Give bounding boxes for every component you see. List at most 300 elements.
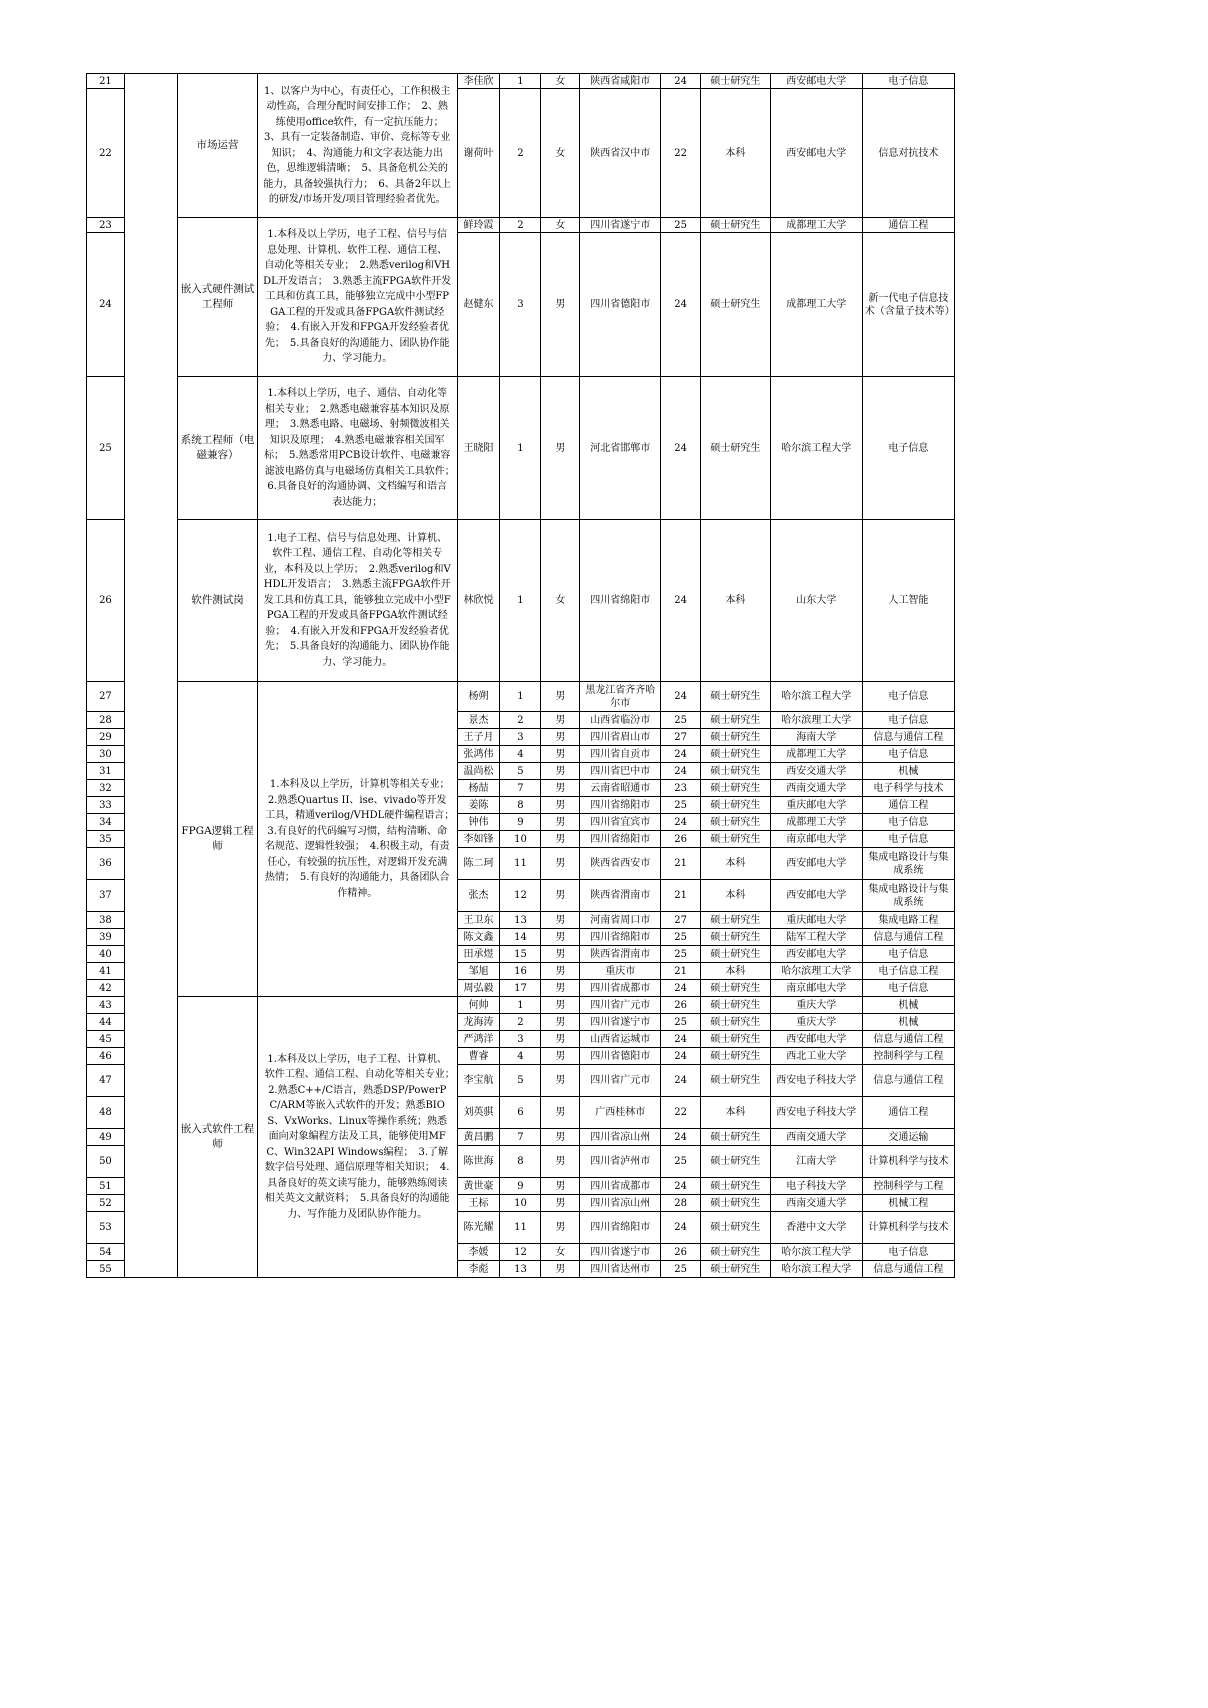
origin: 陕西省咸阳市 [580,74,661,89]
major: 电子信息 [862,814,954,831]
major: 信息与通信工程 [862,1031,954,1048]
row-index: 32 [87,780,125,797]
candidate-name: 温尚松 [457,763,500,780]
candidate-name: 陈世海 [457,1146,500,1178]
origin: 四川省绵阳市 [580,929,661,946]
degree: 硕士研究生 [701,729,771,746]
candidate-no: 4 [500,1048,541,1065]
major: 电子信息 [862,946,954,963]
origin: 四川省广元市 [580,1065,661,1097]
gender: 男 [541,1048,580,1065]
school: 西南交通大学 [770,780,862,797]
candidate-no: 2 [500,89,541,218]
candidate-name: 杨朔 [457,682,500,712]
row-index: 54 [87,1244,125,1261]
school: 成都理工大学 [770,814,862,831]
row-index: 49 [87,1129,125,1146]
origin: 四川省绵阳市 [580,831,661,848]
age: 24 [661,763,701,780]
school: 成都理工大学 [770,233,862,377]
gender: 男 [541,1261,580,1278]
age: 24 [661,1212,701,1244]
degree: 硕士研究生 [701,682,771,712]
candidate-no: 13 [500,1261,541,1278]
school: 成都理工大学 [770,218,862,233]
row-index: 51 [87,1178,125,1195]
age: 25 [661,946,701,963]
gender: 男 [541,912,580,929]
age: 27 [661,729,701,746]
origin: 四川省绵阳市 [580,1212,661,1244]
candidate-name: 黄世豪 [457,1178,500,1195]
major: 新一代电子信息技术（含量子技术等） [862,233,954,377]
candidate-name: 赵健东 [457,233,500,377]
candidate-name: 龙海涛 [457,1014,500,1031]
gender: 男 [541,980,580,997]
row-index: 21 [87,74,125,89]
degree: 硕士研究生 [701,946,771,963]
gender: 男 [541,1129,580,1146]
major: 电子信息 [862,74,954,89]
age: 25 [661,797,701,814]
age: 24 [661,1129,701,1146]
origin: 四川省凉山州 [580,1195,661,1212]
gender: 男 [541,1097,580,1129]
position-name: 系统工程师（电磁兼容） [178,377,258,520]
candidate-name: 周弘毅 [457,980,500,997]
origin: 四川省自贡市 [580,746,661,763]
candidate-no: 2 [500,1014,541,1031]
major: 电子信息 [862,980,954,997]
school: 西安邮电大学 [770,89,862,218]
major: 集成电路设计与集成系统 [862,880,954,912]
degree: 本科 [701,848,771,880]
age: 25 [661,929,701,946]
age: 24 [661,980,701,997]
gender: 女 [541,74,580,89]
major: 控制科学与工程 [862,1048,954,1065]
major: 信息对抗技术 [862,89,954,218]
candidate-no: 9 [500,814,541,831]
major: 机械 [862,1014,954,1031]
major: 机械工程 [862,1195,954,1212]
origin: 云南省昭通市 [580,780,661,797]
degree: 硕士研究生 [701,997,771,1014]
age: 25 [661,1014,701,1031]
candidate-no: 11 [500,848,541,880]
position-name: 嵌入式硬件测试工程师 [178,218,258,377]
degree: 硕士研究生 [701,712,771,729]
row-index: 35 [87,831,125,848]
age: 25 [661,218,701,233]
major: 集成电路工程 [862,912,954,929]
row-index: 40 [87,946,125,963]
age: 24 [661,74,701,89]
age: 24 [661,682,701,712]
origin: 四川省凉山州 [580,1129,661,1146]
row-index: 37 [87,880,125,912]
major: 电子信息工程 [862,963,954,980]
candidate-name: 田承煜 [457,946,500,963]
school: 哈尔滨理工大学 [770,963,862,980]
degree: 硕士研究生 [701,1048,771,1065]
degree: 硕士研究生 [701,831,771,848]
major: 通信工程 [862,1097,954,1129]
degree: 硕士研究生 [701,1195,771,1212]
candidate-no: 11 [500,1212,541,1244]
degree: 本科 [701,520,771,682]
origin: 陕西省汉中市 [580,89,661,218]
major: 人工智能 [862,520,954,682]
position-requirements: 1.本科以上学历，电子、通信、自动化等相关专业； 2.熟悉电磁兼容基本知识及原理； 3.熟悉电路、电磁场、射频微波相关知识及原理； 4.熟悉电磁兼容相关国军标； 5.熟悉常用PCB设计软件、电磁兼容滤波电路仿真与电磁场仿真相关工具软件； 6.具备良好的沟通协调、文档编写和语言表达能力； [257,377,457,520]
gender: 女 [541,89,580,218]
age: 25 [661,1261,701,1278]
degree: 硕士研究生 [701,912,771,929]
candidate-no: 6 [500,1097,541,1129]
school: 电子科技大学 [770,1178,862,1195]
origin: 四川省眉山市 [580,729,661,746]
row-index: 26 [87,520,125,682]
gender: 男 [541,997,580,1014]
age: 22 [661,89,701,218]
degree: 硕士研究生 [701,377,771,520]
origin: 河北省邯郸市 [580,377,661,520]
candidate-no: 10 [500,1195,541,1212]
origin: 四川省遂宁市 [580,218,661,233]
origin: 四川省广元市 [580,997,661,1014]
candidate-name: 王晓阳 [457,377,500,520]
origin: 四川省德阳市 [580,233,661,377]
row-index: 24 [87,233,125,377]
gender: 男 [541,780,580,797]
candidate-no: 15 [500,946,541,963]
school: 哈尔滨工程大学 [770,377,862,520]
major: 信息与通信工程 [862,729,954,746]
origin: 四川省成都市 [580,1178,661,1195]
degree: 硕士研究生 [701,1031,771,1048]
candidate-name: 刘英骐 [457,1097,500,1129]
major: 电子信息 [862,682,954,712]
row-index: 33 [87,797,125,814]
candidate-no: 1 [500,997,541,1014]
school: 西安邮电大学 [770,848,862,880]
row-index: 48 [87,1097,125,1129]
school: 西安电子科技大学 [770,1097,862,1129]
major: 电子信息 [862,1244,954,1261]
row-index: 52 [87,1195,125,1212]
candidate-no: 13 [500,912,541,929]
row-index: 53 [87,1212,125,1244]
row-index: 28 [87,712,125,729]
gender: 男 [541,682,580,712]
row-index: 25 [87,377,125,520]
candidate-name: 黄昌鹏 [457,1129,500,1146]
gender: 男 [541,929,580,946]
position-name: 市场运营 [178,74,258,218]
age: 24 [661,1178,701,1195]
candidate-name: 谢荷叶 [457,89,500,218]
candidate-name: 王标 [457,1195,500,1212]
school: 哈尔滨工程大学 [770,682,862,712]
age: 24 [661,520,701,682]
position-name: FPGA逻辑工程师 [178,682,258,997]
row-index: 22 [87,89,125,218]
gender: 男 [541,1014,580,1031]
gender: 女 [541,520,580,682]
candidate-no: 4 [500,746,541,763]
age: 23 [661,780,701,797]
row-index: 23 [87,218,125,233]
age: 21 [661,880,701,912]
school: 西南交通大学 [770,1195,862,1212]
position-requirements: 1、以客户为中心，有责任心，工作积极主动性高，合理分配时间安排工作； 2、熟练使用office软件，有一定抗压能力； 3、具有一定装备制造、审价、竞标等专业知识； 4、沟通能力和文字表达能力出色，思维逻辑清晰； 5、具备危机公关的能力，具备较强执行力； 6、具备2年以上的研发/市场开发/项目管理经验者优先。 [257,74,457,218]
degree: 硕士研究生 [701,1014,771,1031]
candidate-no: 8 [500,1146,541,1178]
age: 28 [661,1195,701,1212]
row-index: 36 [87,848,125,880]
origin: 四川省绵阳市 [580,797,661,814]
school: 西安邮电大学 [770,74,862,89]
position-requirements: 1.本科及以上学历，电子工程、信号与信息处理、计算机、软件工程、通信工程、自动化等相关专业； 2.熟悉verilog和VHDL开发语言； 3.熟悉主流FPGA软件开发工具和仿真工具，能够独立完成中小型FPGA工程的开发或具备FPGA软件测试经验； 4.有嵌入开发和FPGA开发经验者优先； 5.具备良好的沟通能力、团队协作能力、学习能力。 [257,218,457,377]
candidate-no: 8 [500,797,541,814]
school: 西安邮电大学 [770,1031,862,1048]
gender: 男 [541,963,580,980]
position-requirements: 1.电子工程、信号与信息处理、计算机、软件工程、通信工程、自动化等相关专业，本科及以上学历； 2.熟悉verilog和VHDL开发语言； 3.熟悉主流FPGA软件开发工具和仿真工具，能够独立完成中小型FPGA工程的开发或具备FPGA软件测试经验； 4.有嵌入开发和FPGA开发经验者优先； 5.具备良好的沟通能力、团队协作能力、学习能力。 [257,520,457,682]
age: 26 [661,831,701,848]
candidate-no: 3 [500,233,541,377]
school: 海南大学 [770,729,862,746]
age: 24 [661,814,701,831]
school: 西安邮电大学 [770,880,862,912]
position-name: 软件测试岗 [178,520,258,682]
row-index: 43 [87,997,125,1014]
gender: 男 [541,848,580,880]
position-requirements: 1.本科及以上学历，计算机等相关专业； 2.熟悉Quartus II、ise、vivado等开发工具，精通verilog/VHDL硬件编程语言； 3.有良好的代码编写习惯，结构清晰、命名规范、逻辑性较强； 4.积极主动，有责任心，有较强的抗压性，对逻辑开发充满热情； 5.有良好的沟通能力，具备团队合作精神。 [257,682,457,997]
candidate-name: 姜陈 [457,797,500,814]
degree: 本科 [701,963,771,980]
major: 机械 [862,763,954,780]
candidate-name: 王卫东 [457,912,500,929]
candidate-name: 景杰 [457,712,500,729]
major: 计算机科学与技术 [862,1146,954,1178]
position-requirements: 1.本科及以上学历，电子工程、计算机、软件工程、通信工程、自动化等相关专业； 2.熟悉C++/C语言，熟悉DSP/PowerPC/ARM等嵌入式软件的开发；熟悉BIOS、VxWorks、Linux等操作系统；熟悉面向对象编程方法及工具，能够使用MFC、Win32API Windows编程； 3.了解数字信号处理、通信原理等相关知识； 4.具备良好的英文读写能力，能够熟练阅读相关英文文献资料； 5.具备良好的沟通能力、写作能力及团队协作能力。 [257,997,457,1278]
age: 26 [661,997,701,1014]
candidate-no: 12 [500,1244,541,1261]
candidate-name: 杨喆 [457,780,500,797]
gender: 男 [541,1065,580,1097]
candidate-no: 16 [500,963,541,980]
origin: 四川省绵阳市 [580,520,661,682]
candidate-no: 7 [500,1129,541,1146]
degree: 本科 [701,1097,771,1129]
gender: 男 [541,1178,580,1195]
origin: 四川省成都市 [580,980,661,997]
candidate-no: 5 [500,1065,541,1097]
major: 电子信息 [862,831,954,848]
origin: 四川省德阳市 [580,1048,661,1065]
school: 重庆邮电大学 [770,912,862,929]
school: 哈尔滨理工大学 [770,712,862,729]
origin: 河南省周口市 [580,912,661,929]
major: 电子信息 [862,746,954,763]
origin: 四川省遂宁市 [580,1014,661,1031]
candidate-no: 17 [500,980,541,997]
candidate-name: 张鸿伟 [457,746,500,763]
row-index: 41 [87,963,125,980]
school: 成都理工大学 [770,746,862,763]
age: 24 [661,746,701,763]
candidate-no: 1 [500,682,541,712]
age: 21 [661,848,701,880]
candidate-name: 李宝航 [457,1065,500,1097]
candidate-no: 2 [500,218,541,233]
gender: 男 [541,797,580,814]
degree: 硕士研究生 [701,233,771,377]
gender: 女 [541,1244,580,1261]
age: 22 [661,1097,701,1129]
origin: 山西省临汾市 [580,712,661,729]
degree: 硕士研究生 [701,797,771,814]
gender: 男 [541,377,580,520]
origin: 黑龙江省齐齐哈尔市 [580,682,661,712]
school: 重庆邮电大学 [770,797,862,814]
degree: 硕士研究生 [701,1065,771,1097]
major: 电子信息 [862,377,954,520]
origin: 陕西省渭南市 [580,946,661,963]
gender: 男 [541,880,580,912]
school: 重庆大学 [770,997,862,1014]
school: 西安交通大学 [770,763,862,780]
candidate-no: 9 [500,1178,541,1195]
candidate-no: 1 [500,74,541,89]
candidate-no: 2 [500,712,541,729]
degree: 硕士研究生 [701,218,771,233]
candidate-name: 林欣悦 [457,520,500,682]
age: 24 [661,1065,701,1097]
age: 24 [661,377,701,520]
candidate-no: 5 [500,763,541,780]
row-index: 42 [87,980,125,997]
gender: 男 [541,1212,580,1244]
row-index: 55 [87,1261,125,1278]
degree: 硕士研究生 [701,1178,771,1195]
major: 机械 [862,997,954,1014]
gender: 男 [541,1031,580,1048]
major: 交通运输 [862,1129,954,1146]
gender: 男 [541,233,580,377]
origin: 陕西省西安市 [580,848,661,880]
candidate-no: 10 [500,831,541,848]
origin: 广西桂林市 [580,1097,661,1129]
school: 南京邮电大学 [770,831,862,848]
row-index: 50 [87,1146,125,1178]
gender: 男 [541,1195,580,1212]
origin: 四川省达州市 [580,1261,661,1278]
major: 信息与通信工程 [862,929,954,946]
gender: 男 [541,763,580,780]
unit-cell [124,74,177,1278]
candidate-name: 陈光耀 [457,1212,500,1244]
origin: 四川省宜宾市 [580,814,661,831]
origin: 陕西省渭南市 [580,880,661,912]
recruitment-table [86,73,955,1278]
row-index: 47 [87,1065,125,1097]
row-index: 27 [87,682,125,712]
age: 21 [661,963,701,980]
major: 计算机科学与技术 [862,1212,954,1244]
degree: 硕士研究生 [701,780,771,797]
gender: 男 [541,946,580,963]
candidate-name: 李如锋 [457,831,500,848]
row-index: 29 [87,729,125,746]
origin: 四川省巴中市 [580,763,661,780]
candidate-name: 钟伟 [457,814,500,831]
age: 27 [661,912,701,929]
school: 西北工业大学 [770,1048,862,1065]
gender: 男 [541,746,580,763]
degree: 硕士研究生 [701,74,771,89]
school: 南京邮电大学 [770,980,862,997]
degree: 硕士研究生 [701,929,771,946]
gender: 男 [541,712,580,729]
degree: 硕士研究生 [701,763,771,780]
origin: 四川省遂宁市 [580,1244,661,1261]
school: 哈尔滨工程大学 [770,1261,862,1278]
age: 26 [661,1244,701,1261]
row-index: 31 [87,763,125,780]
school: 西南交通大学 [770,1129,862,1146]
candidate-name: 陈二珂 [457,848,500,880]
degree: 硕士研究生 [701,1129,771,1146]
age: 24 [661,233,701,377]
candidate-no: 12 [500,880,541,912]
school: 山东大学 [770,520,862,682]
gender: 女 [541,218,580,233]
school: 香港中文大学 [770,1212,862,1244]
candidate-name: 严鸿洋 [457,1031,500,1048]
candidate-no: 1 [500,520,541,682]
candidate-name: 李佳欣 [457,74,500,89]
age: 25 [661,1146,701,1178]
degree: 硕士研究生 [701,980,771,997]
major: 信息与通信工程 [862,1065,954,1097]
row-index: 34 [87,814,125,831]
row-index: 39 [87,929,125,946]
candidate-name: 王子月 [457,729,500,746]
school: 江南大学 [770,1146,862,1178]
candidate-name: 鲜玲霞 [457,218,500,233]
candidate-name: 李彪 [457,1261,500,1278]
degree: 硕士研究生 [701,1244,771,1261]
gender: 男 [541,831,580,848]
major: 电子信息 [862,712,954,729]
candidate-name: 李媛 [457,1244,500,1261]
gender: 男 [541,814,580,831]
school: 重庆大学 [770,1014,862,1031]
row-index: 30 [87,746,125,763]
row-index: 46 [87,1048,125,1065]
origin: 四川省泸州市 [580,1146,661,1178]
degree: 硕士研究生 [701,814,771,831]
row-index: 45 [87,1031,125,1048]
candidate-name: 何帅 [457,997,500,1014]
degree: 硕士研究生 [701,1146,771,1178]
row-index: 38 [87,912,125,929]
candidate-name: 邹旭 [457,963,500,980]
school: 陆军工程大学 [770,929,862,946]
major: 电子科学与技术 [862,780,954,797]
degree: 硕士研究生 [701,1212,771,1244]
